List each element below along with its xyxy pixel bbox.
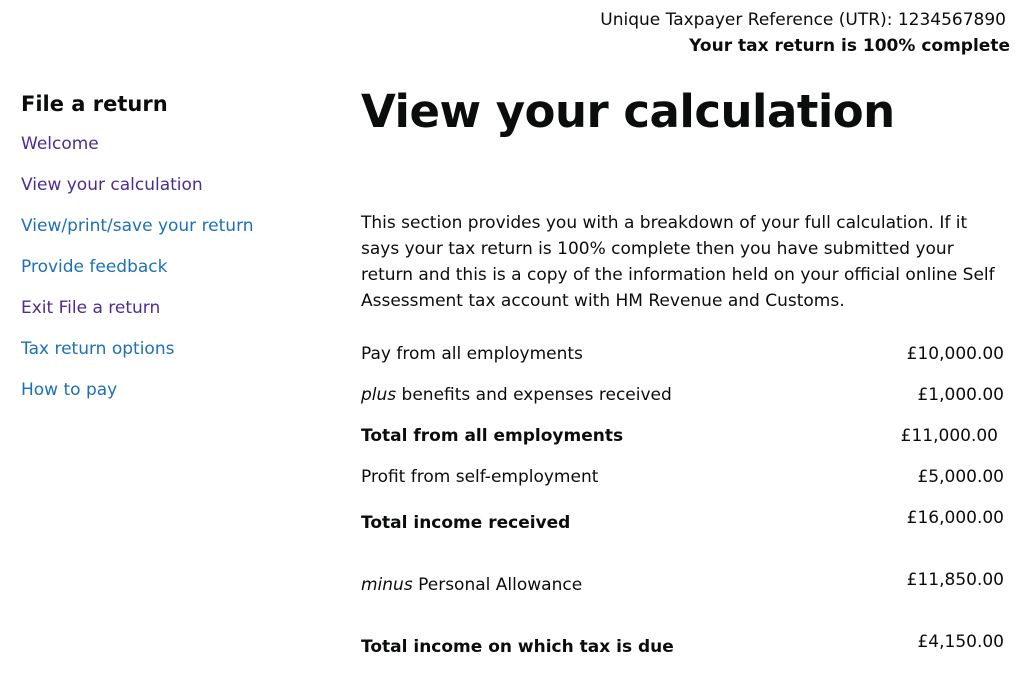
calc-label-text: benefits and expenses received — [396, 385, 672, 405]
sidebar-item-view-calculation — [21, 173, 321, 214]
calc-label — [361, 342, 583, 366]
calc-prefix: minus — [361, 575, 413, 595]
sidebar-link-exit[interactable]: Exit File a return — [21, 298, 161, 318]
page-title: View your calculation — [361, 85, 895, 138]
sidebar-link-view-print-save[interactable]: View/print/save your return — [21, 216, 254, 236]
calc-value: £4,150.00 — [917, 632, 1004, 652]
calc-prefix: plus — [361, 385, 397, 405]
calc-label — [361, 465, 598, 489]
calc-value: £16,000.00 — [906, 508, 1004, 528]
calc-value: £10,000.00 — [906, 344, 1004, 364]
calc-value: £11,850.00 — [906, 570, 1004, 590]
sidebar-link-view-calculation[interactable]: View your calculation — [21, 175, 203, 195]
calc-value: £11,000.00 — [900, 426, 998, 446]
sidebar-item-exit — [21, 296, 321, 337]
sidebar-list — [21, 132, 321, 419]
calc-row-personal-allowance — [361, 562, 1004, 624]
calc-label-text: Pay from all employments — [361, 344, 583, 364]
completion-status: Your tax return is 100% complete — [689, 36, 1010, 56]
calc-label — [361, 424, 623, 448]
intro-text: This section provides you with a breakdown of your full calculation. If it says your tax return is 100% complete then you have submitted your return and this is a copy of the information held on your official online Self Assessment tax account with HM Revenue and Customs. — [361, 213, 995, 311]
sidebar-link-welcome[interactable]: Welcome — [21, 134, 99, 154]
calc-row-self-employment — [361, 459, 1004, 500]
calc-row-total-employments — [361, 418, 1004, 459]
main-content — [361, 80, 1006, 686]
calculation-table — [361, 336, 1004, 686]
sidebar-link-tax-return-options[interactable]: Tax return options — [21, 339, 175, 359]
sidebar-link-feedback[interactable]: Provide feedback — [21, 257, 168, 277]
sidebar-item-feedback — [21, 255, 321, 296]
calc-label-text: Profit from self-employment — [361, 467, 599, 487]
calc-label-text: Total income received — [361, 513, 571, 533]
sidebar-item-how-to-pay — [21, 378, 321, 419]
sidebar-item-tax-return-options — [21, 337, 321, 378]
sidebar-nav — [21, 88, 321, 419]
calc-label — [361, 383, 672, 407]
calc-label-text: Total from all employments — [361, 426, 624, 446]
calc-value: £5,000.00 — [917, 467, 1004, 487]
calc-label — [361, 573, 582, 597]
calc-label — [361, 635, 674, 659]
calc-row-benefits — [361, 377, 1004, 418]
sidebar-title: File a return — [21, 92, 168, 116]
sidebar-item-view-print-save — [21, 214, 321, 255]
calc-label-text: Total income on which tax is due — [361, 637, 674, 657]
calc-value: £1,000.00 — [917, 385, 1004, 405]
calc-row-total-income — [361, 500, 1004, 562]
sidebar-link-how-to-pay[interactable]: How to pay — [21, 380, 118, 400]
utr-reference: Unique Taxpayer Reference (UTR): 1234567890 — [600, 10, 1006, 30]
sidebar-item-welcome — [21, 132, 321, 173]
calc-label-text: Personal Allowance — [412, 575, 583, 595]
calc-label — [361, 511, 570, 535]
calc-row-pay-employments — [361, 336, 1004, 377]
calc-row-taxable-income — [361, 624, 1004, 686]
